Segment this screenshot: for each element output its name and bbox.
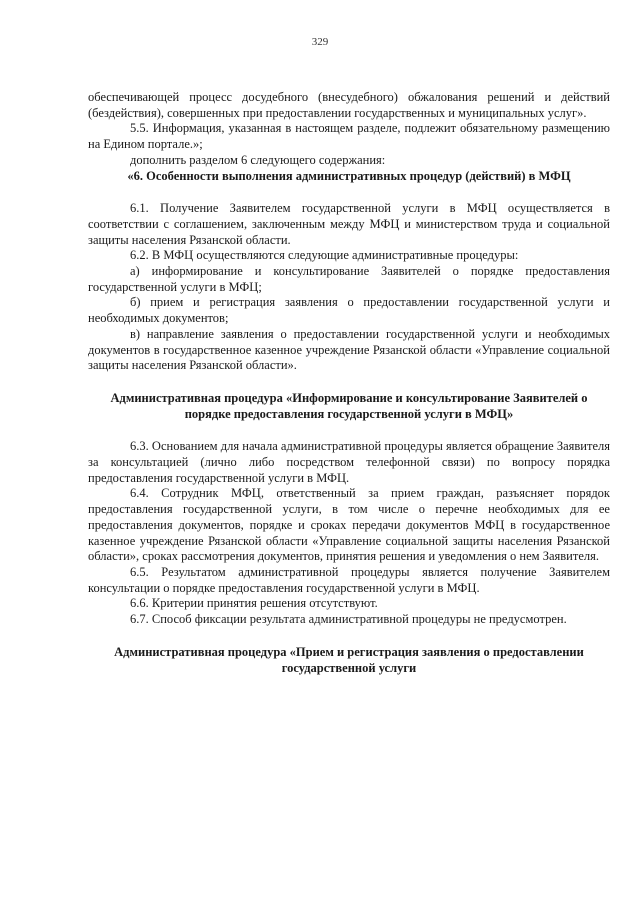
spacer [88, 374, 610, 391]
document-body [88, 90, 610, 676]
paragraph: дополнить разделом 6 следующего содержания: [130, 152, 386, 167]
section-heading: Административная процедура «Информирование и консультирование Заявителей о порядке предоставления государственной услуги в МФЦ» [110, 390, 588, 421]
paragraph: 6.4. Сотрудник МФЦ, ответственный за прием граждан, разъясняет порядок предоставления государственной услуги, в том числе о перечне необходимых для ее предоставления документов, порядке и сроках передачи документов МФЦ в государственное казенное учреждение Рязанской области «Управление социальной защиты населения Рязанской области», сроках рассмотрения документов, принятия решения и уведомления о нем Заявителя. [88, 486, 610, 564]
page-number: 329 [311, 36, 329, 48]
paragraph: б) прием и регистрация заявления о предоставлении государственной услуги и необходимых документов; [88, 295, 610, 326]
paragraph: обеспечивающей процесс досудебного (внесудебного) обжалования решений и действий (бездействия), совершенных при предоставлении государственных и муниципальных услуг». [88, 90, 610, 120]
paragraph: 6.5. Результатом административной процедуры является получение Заявителем консультации о порядке предоставления государственной услуги в МФЦ. [88, 564, 610, 595]
paragraph: 6.1. Получение Заявителем государственной услуги в МФЦ осуществляется в соответствии с соглашением, заключенным между МФЦ и министерством труда и социальной защиты населения Рязанской области. [88, 201, 610, 247]
paragraph: 6.3. Основанием для начала административной процедуры является обращение Заявителя за консультацией (лично либо посредством телефонной связи) по вопросу порядка предоставления государственной услуги в МФЦ. [88, 439, 610, 485]
paragraph: 6.6. Критерии принятия решения отсутствуют. [130, 596, 378, 611]
paragraph: 5.5. Информация, указанная в настоящем разделе, подлежит обязательному размещению на Едином портале.»; [88, 121, 610, 152]
section-heading: Административная процедура «Прием и регистрация заявления о предоставлении государственной услуги [114, 644, 584, 675]
paragraph: 6.2. В МФЦ осуществляются следующие административные процедуры: [130, 248, 519, 263]
paragraph: а) информирование и консультирование Заявителей о порядке предоставления государственной услуги в МФЦ; [88, 264, 610, 294]
spacer [88, 422, 610, 439]
spacer [88, 184, 610, 201]
paragraph: в) направление заявления о предоставлении государственной услуги и необходимых документов в государственное казенное учреждение Рязанской области «Управление социальной защиты населения Рязанской области». [88, 326, 610, 373]
paragraph: 6.7. Способ фиксации результата административной процедуры не предусмотрен. [130, 612, 567, 627]
section-heading: «6. Особенности выполнения административных процедур (действий) в МФЦ [127, 168, 571, 183]
spacer [88, 628, 610, 645]
